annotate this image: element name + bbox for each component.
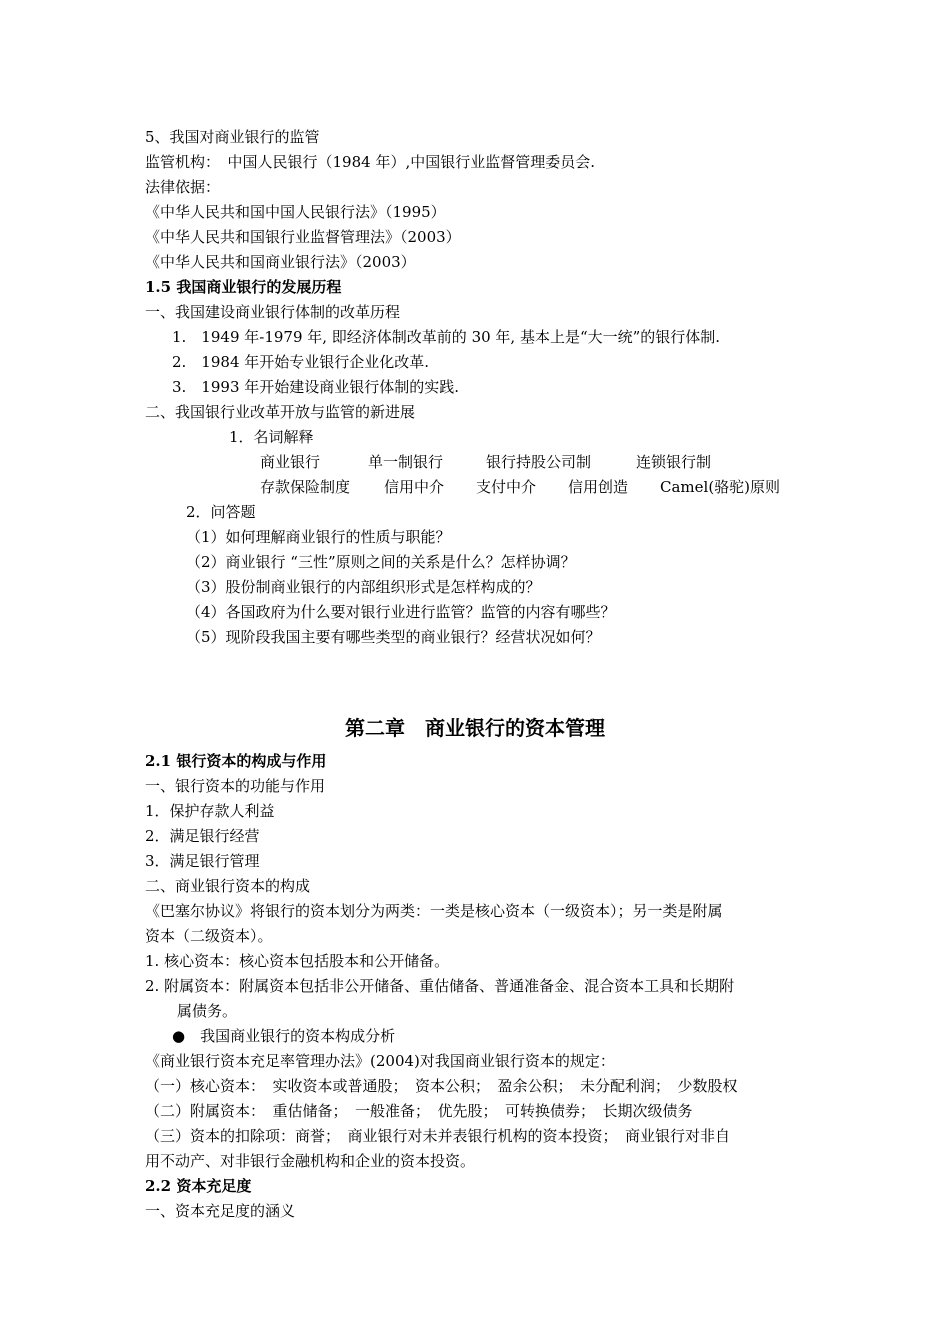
line-regulation-2004: 《商业银行资本充足率管理办法》(2004)对我国商业银行资本的规定： [145,1052,615,1070]
section-heading-2-1: 2.1 银行资本的构成与作用 [145,752,327,770]
exercise-terms-heading: 1．名词解释 [229,428,314,446]
line-capital-adequacy-meaning: 一、资本充足度的涵义 [145,1202,296,1220]
terms-row-2 [260,478,780,496]
term: Camel(骆驼)原则 [660,478,781,496]
exercise-qa-heading: 2．问答题 [186,503,256,521]
line-law-pboc: 《中华人民共和国中国人民银行法》（1995） [145,203,446,221]
term: 单一制银行 [368,453,444,471]
line-law-cbrc: 《中华人民共和国银行业监督管理法》（2003） [145,228,461,246]
list-item-operations: 2．满足银行经营 [145,827,260,845]
term: 信用创造 [568,478,629,496]
terms-row-1 [260,453,711,471]
list-item-supplementary-capital: 2. 附属资本：附属资本包括非公开储备、重估储备、普通准备金、混合资本工具和长期附 [145,977,735,995]
section-heading-1-5: 1.5 我国商业银行的发展历程 [145,278,342,296]
question-1: （1）如何理解商业银行的性质与职能？ [186,528,451,546]
question-4: （4）各国政府为什么要对银行业进行监管？监管的内容有哪些？ [186,603,616,621]
line-new-progress: 二、我国银行业改革开放与监管的新进展 [145,403,416,421]
para-basel-2: 资本（二级资本）。 [145,927,273,945]
list-item-core-capital: 1. 核心资本：核心资本包括股本和公开储备。 [145,952,450,970]
question-3: （3）股份制商业银行的内部组织形式是怎样构成的？ [186,578,541,596]
term: 银行持股公司制 [486,453,592,471]
line-regulators: 监管机构： 中国人民银行（1984 年）,中国银行业监督管理委员会. [145,153,595,171]
question-5: （5）现阶段我国主要有哪些类型的商业银行？经营状况如何？ [186,628,601,646]
line-capital-composition: 二、商业银行资本的构成 [145,877,311,895]
section-heading-2-2: 2.2 资本充足度 [145,1177,252,1195]
list-item-protect-depositors: 1．保护存款人利益 [145,802,275,820]
chapter-title: 第二章 商业银行的资本管理 [345,716,605,740]
line-law-commercial-bank: 《中华人民共和国商业银行法》（2003） [145,253,416,271]
line-legal-basis: 法律依据： [145,178,221,196]
list-item-supplementary-cont: 属债务。 [177,1002,238,1020]
line-core-capital-items: （一）核心资本： 实收资本或普通股； 资本公积； 盈余公积； 未分配利润； 少数股权 [145,1077,738,1095]
term: 连锁银行制 [636,453,712,471]
question-2: （2）商业银行 “三性”原则之间的关系是什么？怎样协调？ [186,553,576,571]
bullet-capital-analysis: ● 我国商业银行的资本构成分析 [172,1027,396,1045]
para-basel-1: 《巴塞尔协议》将银行的资本划分为两类：一类是核心资本（一级资本）；另一类是附属 [145,902,723,920]
list-item-management: 3．满足银行管理 [145,852,260,870]
list-item-3: 3. 1993 年开始建设商业银行体制的实践. [172,378,460,396]
term: 商业银行 [260,453,321,471]
term: 信用中介 [384,478,445,496]
line-supplementary-items: （二）附属资本： 重估储备； 一般准备； 优先股； 可转换债券； 长期次级债务 [145,1102,693,1120]
line-deductions-1: （三）资本的扣除项：商誉； 商业银行对未并表银行机构的资本投资； 商业银行对非自 [145,1127,731,1145]
term: 存款保险制度 [260,478,351,496]
line-reform-history: 一、我国建设商业银行体制的改革历程 [145,303,401,321]
line-deductions-2: 用不动产、对非银行金融机构和企业的资本投资。 [145,1152,476,1170]
line-capital-functions: 一、银行资本的功能与作用 [145,777,326,795]
term: 支付中介 [476,478,537,496]
list-item-1: 1. 1949 年-1979 年, 即经济体制改革前的 30 年, 基本上是“大一统”的银行体制. [172,328,721,346]
list-item-2: 2. 1984 年开始专业银行企业化改革. [172,353,430,371]
line-supervision-heading: 5、我国对商业银行的监管 [145,128,320,146]
